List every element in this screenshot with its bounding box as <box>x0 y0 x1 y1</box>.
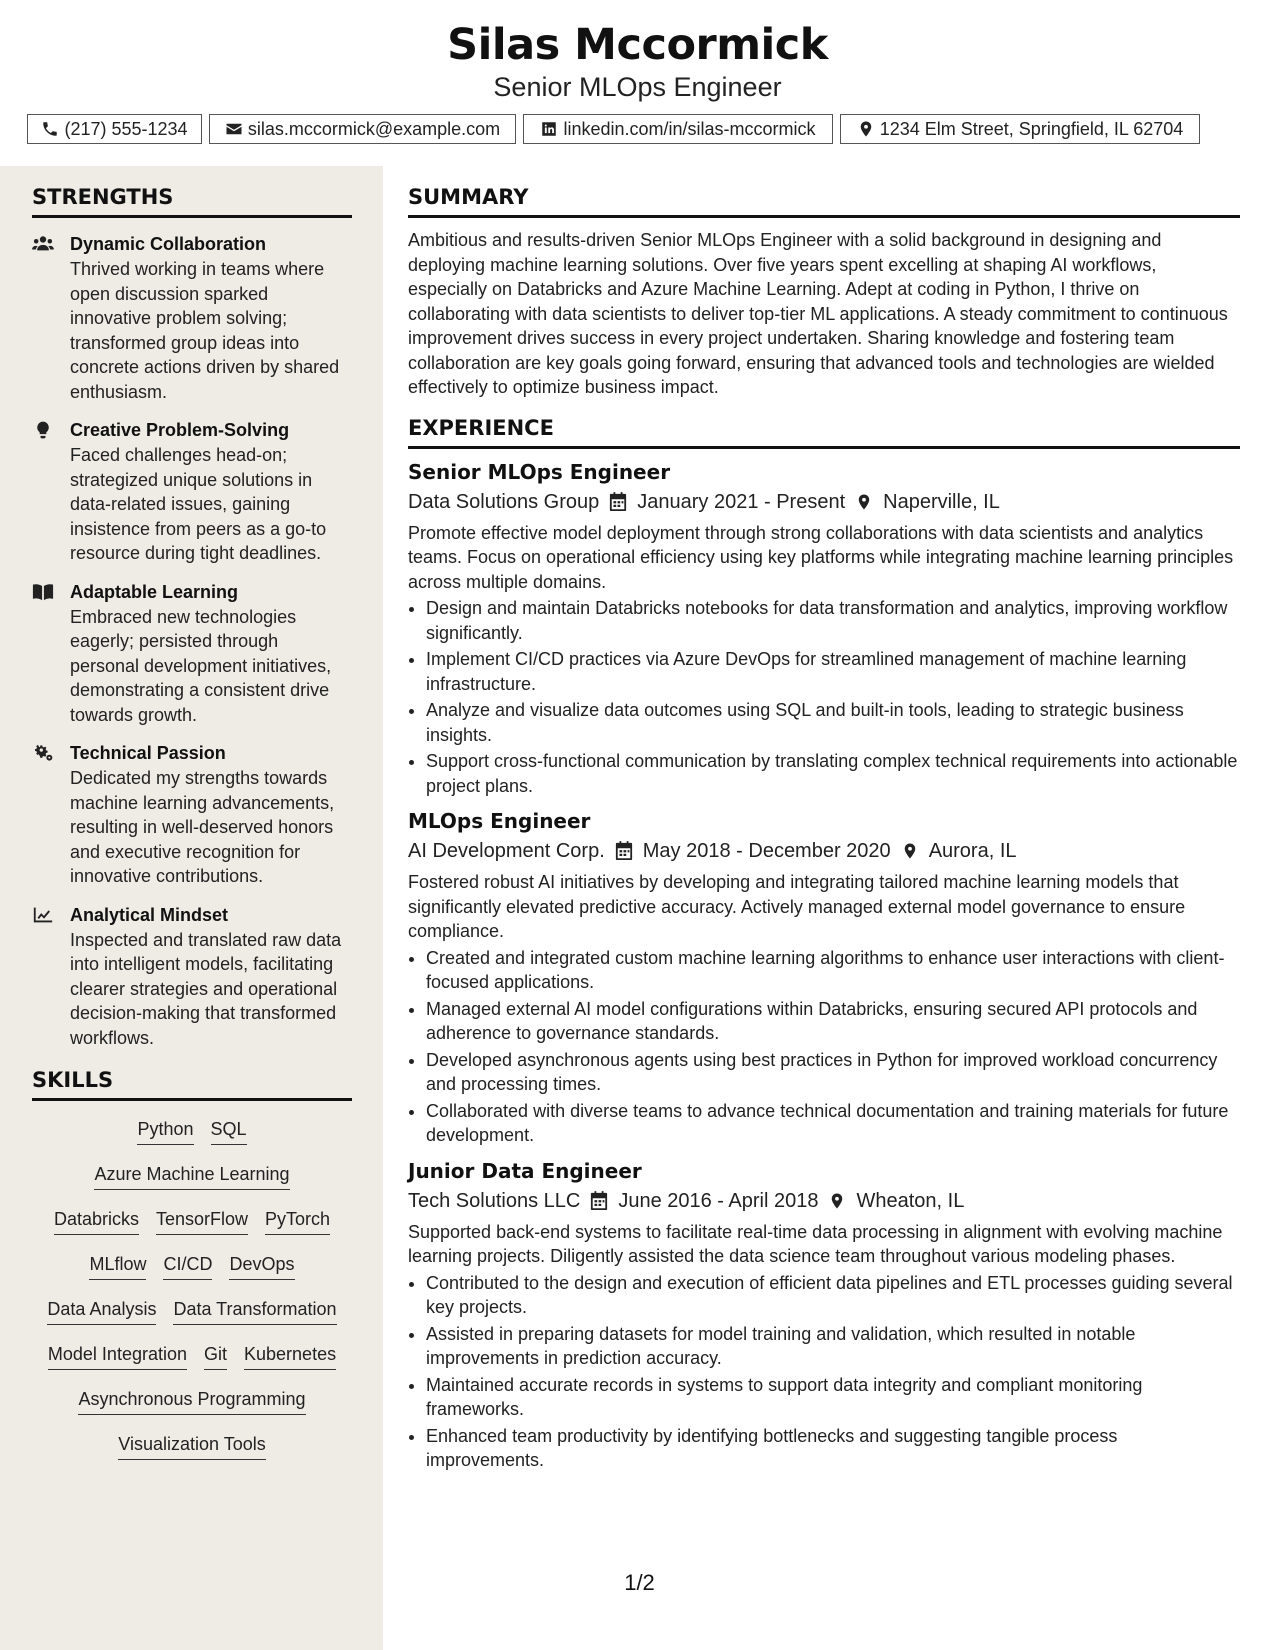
strength-title: Dynamic Collaboration <box>70 234 267 254</box>
job-location: Aurora, IL <box>928 840 1017 862</box>
job-location: Wheaton, IL <box>856 1189 965 1212</box>
skill-tag: CI/CD <box>163 1254 212 1280</box>
experience-list <box>408 457 1240 1473</box>
phone-icon <box>41 120 59 138</box>
skill-row <box>32 1109 352 1154</box>
strength-desc: Dedicated my strengths towards machine learning advancements, resulting in well-deserved honors and executive recognition for innovative contributions. <box>70 768 335 886</box>
skill-row <box>32 1199 352 1244</box>
strength-item <box>32 580 352 728</box>
contact-row <box>27 114 1242 144</box>
summary-title: SUMMARY <box>408 185 1240 218</box>
page-number <box>0 1570 1275 1596</box>
strengths-title: STRENGTHS <box>32 185 352 218</box>
job-bullet: • Implement CI/CD practices via Azure DevOps for streamlined management of machine learning infrastructure. <box>426 647 1240 696</box>
skill-row <box>32 1244 352 1289</box>
job-dates: June 2016 - April 2018 <box>618 1189 819 1212</box>
users-icon <box>32 234 54 254</box>
skill-tag: Git <box>204 1344 227 1370</box>
skill-tag: Data Analysis <box>47 1299 156 1325</box>
strength-title: Technical Passion <box>70 743 226 763</box>
location-icon <box>857 120 875 138</box>
location-icon <box>901 841 919 861</box>
strength-title: Adaptable Learning <box>70 581 239 602</box>
skill-row <box>32 1424 352 1469</box>
job-bullet: • Enhanced team productivity by identifying bottlenecks and suggesting tangible process improvements. <box>426 1424 1240 1473</box>
gears-icon <box>32 743 54 763</box>
skill-tag: Kubernetes <box>244 1344 336 1370</box>
job-dates: January 2021 - Present <box>637 490 846 513</box>
job-meta <box>408 487 1240 517</box>
contact-email-text: silas.mccormick@example.com <box>247 118 501 139</box>
job-bullet: • Analyze and visualize data outcomes using SQL and built-in tools, leading to strategic business insights. <box>426 698 1240 747</box>
skill-tag: DevOps <box>229 1254 294 1280</box>
calendar-icon <box>590 1191 608 1211</box>
strength-item <box>32 232 352 404</box>
job-entry <box>408 1156 1240 1473</box>
strength-desc: Faced challenges head-on; strategized unique solutions in data-related issues, gaining insistence from peers as a go-to resource during tight deadlines. <box>70 445 327 563</box>
strength-desc: Inspected and translated raw data into intelligent models, facilitating clearer strategies and operational decision-making that transformed workflows. <box>70 929 342 1048</box>
email-icon <box>225 120 243 138</box>
strength-item <box>32 418 352 566</box>
job-title: Senior MLOps Engineer <box>408 459 671 484</box>
job-bullet: • Maintained accurate records in systems to support data integrity and compliant monitoring frameworks. <box>426 1373 1240 1422</box>
strength-desc: Thrived working in teams where open discussion sparked innovative problem solving; transformed group ideas into concrete actions driven by shared enthusiasm. <box>70 259 340 402</box>
sidebar <box>0 166 383 1650</box>
skill-tag: Visualization Tools <box>118 1434 265 1460</box>
job-bullet: • Managed external AI model configurations within Databricks, ensuring secured API protocols and adherence to governance standards. <box>426 997 1240 1046</box>
job-bullets <box>408 946 1240 1148</box>
contact-phone-text: (217) 555-1234 <box>64 118 188 139</box>
skill-row <box>32 1289 352 1334</box>
skill-row <box>32 1334 352 1379</box>
job-company: Tech Solutions LLC <box>408 1189 581 1212</box>
job-title: Junior Data Engineer <box>408 1158 642 1183</box>
lightbulb-icon <box>32 420 54 440</box>
page-number-text: 1/2 <box>624 1570 655 1595</box>
job-bullet: • Developed asynchronous agents using best practices in Python for improved workload concurrency and processing times. <box>426 1048 1240 1097</box>
strength-title: Analytical Mindset <box>70 904 229 925</box>
chart-line-icon <box>32 905 54 925</box>
skill-tag: PyTorch <box>265 1209 330 1235</box>
strength-item <box>32 741 352 889</box>
job-company: AI Development Corp. <box>408 840 605 862</box>
skill-tag: Azure Machine Learning <box>94 1164 289 1190</box>
skill-tag: TensorFlow <box>156 1209 248 1235</box>
job-bullet: • Support cross-functional communication by translating complex technical requirements into actionable project plans. <box>426 749 1240 798</box>
experience-title: EXPERIENCE <box>408 416 1240 449</box>
strength-title: Creative Problem-Solving <box>70 420 290 440</box>
contact-linkedin[interactable] <box>523 114 833 144</box>
location-icon <box>828 1191 846 1211</box>
job-entry <box>408 457 1240 799</box>
job-description: Fostered robust AI initiatives by developing and integrating tailored machine learning models that significantly elevated predictive accuracy. Actively managed external model governance to ensure compliance. <box>408 872 1186 941</box>
job-bullet: • Assisted in preparing datasets for model training and validation, which resulted in notable improvements in prediction accuracy. <box>426 1322 1240 1371</box>
book-icon <box>32 582 54 602</box>
job-bullets <box>408 596 1240 798</box>
skill-row <box>32 1154 352 1199</box>
strength-desc: Embraced new technologies eagerly; persisted through personal development initiatives, demonstrating a consistent drive towards growth. <box>70 606 332 725</box>
contact-phone[interactable] <box>27 114 202 144</box>
job-bullet: • Design and maintain Databricks notebooks for data transformation and analytics, improving workflow significantly. <box>426 596 1240 645</box>
main-content <box>408 185 1240 1475</box>
linkedin-icon <box>540 120 558 138</box>
job-bullet: • Created and integrated custom machine learning algorithms to enhance user interactions with client-focused applications. <box>426 946 1240 995</box>
job-bullet: • Collaborated with diverse teams to advance technical documentation and training materials for future development. <box>426 1099 1240 1148</box>
skills-title: SKILLS <box>32 1068 352 1101</box>
job-meta <box>408 836 1240 866</box>
job-meta <box>408 1186 1240 1216</box>
job-company: Data Solutions Group <box>408 490 600 513</box>
job-description: Supported back-end systems to facilitate real-time data processing in alignment with evolving machine learning projects. Diligently assisted the data science team throughout various modeling phases. <box>408 1221 1223 1266</box>
candidate-name: Silas Mccormick <box>447 20 828 70</box>
strength-item <box>32 903 352 1051</box>
skill-tag: Python <box>137 1119 193 1145</box>
candidate-role: Senior MLOps Engineer <box>493 72 782 102</box>
summary-text: Ambitious and results-driven Senior MLOps Engineer with a solid background in designing and deploying machine learning solutions. Over five years spent excelling at shaping AI workflows, especially on Databricks and Azure Machine Learning. Adept at coding in Python, I thrive on collaborating with data scientists to deliver top-tier ML applications. A steady commitment to continuous improvement drives success in every project undertaken. Sharing knowledge and fostering team collaboration are key goals going forward, ensuring that advanced tools and technologies are wielded effectively to optimize business impact. <box>408 230 1228 397</box>
job-location: Naperville, IL <box>883 490 1000 513</box>
job-description: Promote effective model deployment through strong collaborations with data scientists and analytics teams. Focus on operational efficiency using key platforms while integrating machine learning principles across multiple domains. <box>408 522 1234 592</box>
skill-row <box>32 1379 352 1424</box>
calendar-icon <box>609 492 627 512</box>
skill-tag: Asynchronous Programming <box>78 1389 305 1415</box>
job-bullet: • Contributed to the design and execution of efficient data pipelines and ETL processes guiding several key projects. <box>426 1271 1240 1320</box>
contact-address-text: 1234 Elm Street, Springfield, IL 62704 <box>879 118 1184 139</box>
job-bullets <box>408 1271 1240 1473</box>
skills-list <box>32 1109 352 1469</box>
calendar-icon <box>615 841 633 861</box>
skill-tag: MLflow <box>89 1254 146 1280</box>
location-icon <box>855 492 873 512</box>
skill-tag: SQL <box>211 1119 247 1145</box>
job-entry <box>408 806 1240 1148</box>
job-dates: May 2018 - December 2020 <box>642 840 891 862</box>
skill-tag: Databricks <box>54 1209 139 1235</box>
job-title: MLOps Engineer <box>408 809 591 833</box>
contact-address <box>840 114 1200 144</box>
contact-email[interactable] <box>209 114 516 144</box>
contact-linkedin-text: linkedin.com/in/silas-mccormick <box>563 118 816 139</box>
resume-header <box>0 0 1275 160</box>
skill-tag: Data Transformation <box>173 1299 336 1325</box>
skill-tag: Model Integration <box>48 1344 187 1370</box>
